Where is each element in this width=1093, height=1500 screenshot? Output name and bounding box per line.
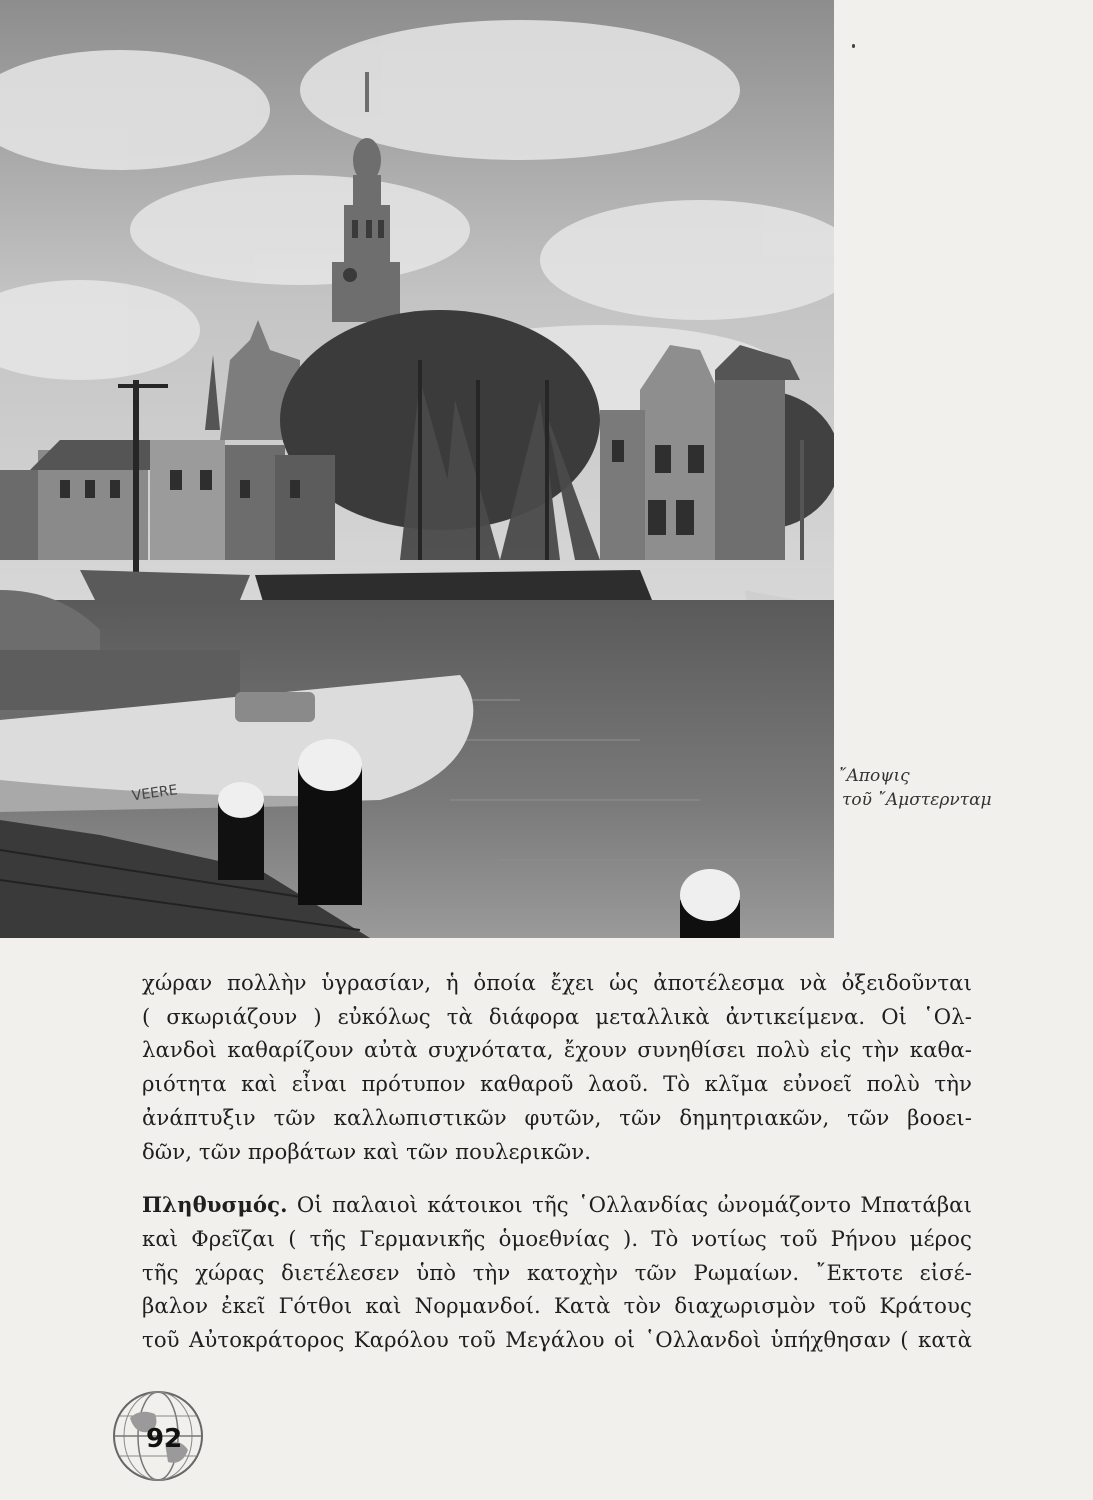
- print-speck: [852, 44, 855, 48]
- text-line: ( σκωριάζουν ) εὐκόλως τὰ διάφορα μεταλλικὰ ἀντικείμενα. Οἱ ῾Ολ-: [142, 1003, 972, 1029]
- text-line: τοῦ Αὐτοκράτορος Καρόλου τοῦ Μεγάλου οἱ ῾Ολλανδοὶ ὑπήχθησαν ( κατὰ: [142, 1327, 972, 1353]
- photo-caption: [832, 764, 1082, 812]
- harbor-photo: [0, 0, 834, 938]
- boat-name: VEERE: [130, 782, 179, 805]
- text-line: λανδοὶ καθαρίζουν αὐτὰ συχνότατα, ἔχουν συνηθίσει πολὺ εἰς τὴν καθα-: [142, 1037, 972, 1063]
- caption-line-1: ῎Αποψις: [838, 766, 910, 786]
- text-line: καὶ Φρεῖζαι ( τῆς Γερμανικῆς ὁμοεθνίας ). Τὸ νοτίως τοῦ Ρήνου μέρος: [142, 1225, 972, 1251]
- page-number: 92: [146, 1424, 183, 1454]
- body-text: [142, 966, 972, 1357]
- text-line: χώραν πολλὴν ὑγρασίαν, ἡ ὁποία ἔχει ὡς ἀποτέλεσμα νὰ ὀξειδοῦνται: [142, 970, 972, 995]
- text-line: ἀνάπτυξιν τῶν καλλωπιστικῶν φυτῶν, τῶν δημητριακῶν, τῶν βοοει-: [142, 1104, 972, 1130]
- caption-line-2: τοῦ ῎Αμστερνταμ: [842, 790, 992, 810]
- text-line-rest: Οἱ παλαιοὶ κάτοικοι τῆς ῾Ολλανδίας ὠνομάζοντο Μπατάβαι: [296, 1192, 972, 1218]
- text-line: [142, 1188, 972, 1222]
- text-line: ριότητα καὶ εἶναι πρότυπον καθαροῦ λαοῦ. Τὸ κλῖμα εὐνοεῖ πολὺ τὴν: [142, 1071, 972, 1097]
- text-line: δῶν, τῶν προβάτων καὶ τῶν πουλερικῶν.: [142, 1138, 592, 1164]
- section-heading: Πληθυσμός.: [142, 1192, 288, 1218]
- text-line: βαλον ἐκεῖ Γότθοι καὶ Νορμανδοί. Κατὰ τὸν διαχωρισμὸν τοῦ Κράτους: [142, 1293, 972, 1319]
- text-line: τῆς χώρας διετέλεσεν ὑπὸ τὴν κατοχὴν τῶν Ρωμαίων. ῎Εκτοτε εἰσέ-: [142, 1259, 972, 1285]
